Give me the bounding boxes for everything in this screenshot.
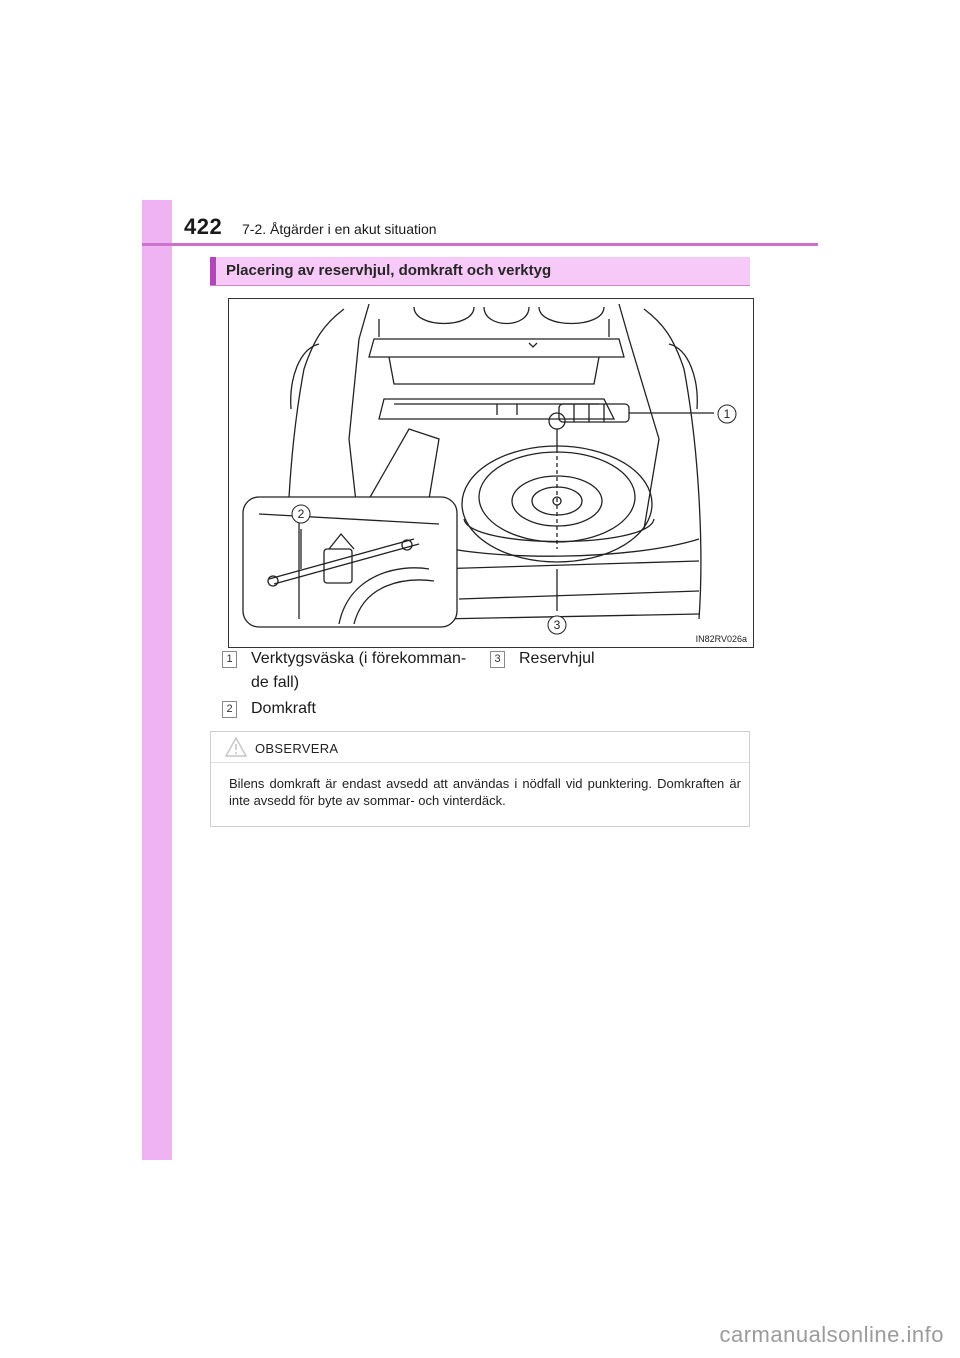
legend-text: Reservhjul bbox=[519, 650, 595, 667]
notice-box bbox=[210, 731, 750, 827]
section-title: 7-2. Åtgärder i en akut situation bbox=[242, 221, 437, 237]
legend-item-spare-wheel bbox=[490, 647, 595, 671]
warning-triangle-icon bbox=[225, 737, 247, 757]
heading-accent bbox=[210, 257, 216, 285]
legend-item-tool-bag bbox=[222, 647, 482, 695]
legend-item-jack bbox=[222, 697, 316, 721]
notice-title: OBSERVERA bbox=[255, 741, 339, 756]
section-heading: Placering av reservhjul, domkraft och verktyg bbox=[226, 262, 552, 279]
figure-marker-2: 2 bbox=[297, 507, 305, 521]
legend-text: Verktygsväska (i förekomman-de fall) bbox=[251, 650, 467, 691]
page-number: 422 bbox=[184, 214, 223, 239]
trunk-illustration bbox=[228, 298, 754, 648]
figure-code: IN82RV026a bbox=[695, 634, 747, 644]
legend-number: 1 bbox=[222, 651, 237, 668]
trunk-drawing bbox=[229, 299, 753, 647]
legend-number: 3 bbox=[490, 651, 505, 668]
legend-text: Domkraft bbox=[251, 700, 316, 717]
side-color-band bbox=[142, 200, 172, 1160]
header-rule bbox=[142, 243, 818, 246]
section-heading-bar bbox=[210, 257, 750, 286]
figure-marker-3: 3 bbox=[553, 618, 561, 632]
watermark: carmanualsonline.info bbox=[719, 1322, 944, 1347]
legend-number: 2 bbox=[222, 701, 237, 718]
notice-header bbox=[211, 732, 749, 763]
notice-body: Bilens domkraft är endast avsedd att användas i nödfall vid punktering. Domkraften är inte avsedd för byte av sommar- och vinterdäck. bbox=[229, 776, 741, 808]
figure-marker-1: 1 bbox=[723, 407, 731, 421]
